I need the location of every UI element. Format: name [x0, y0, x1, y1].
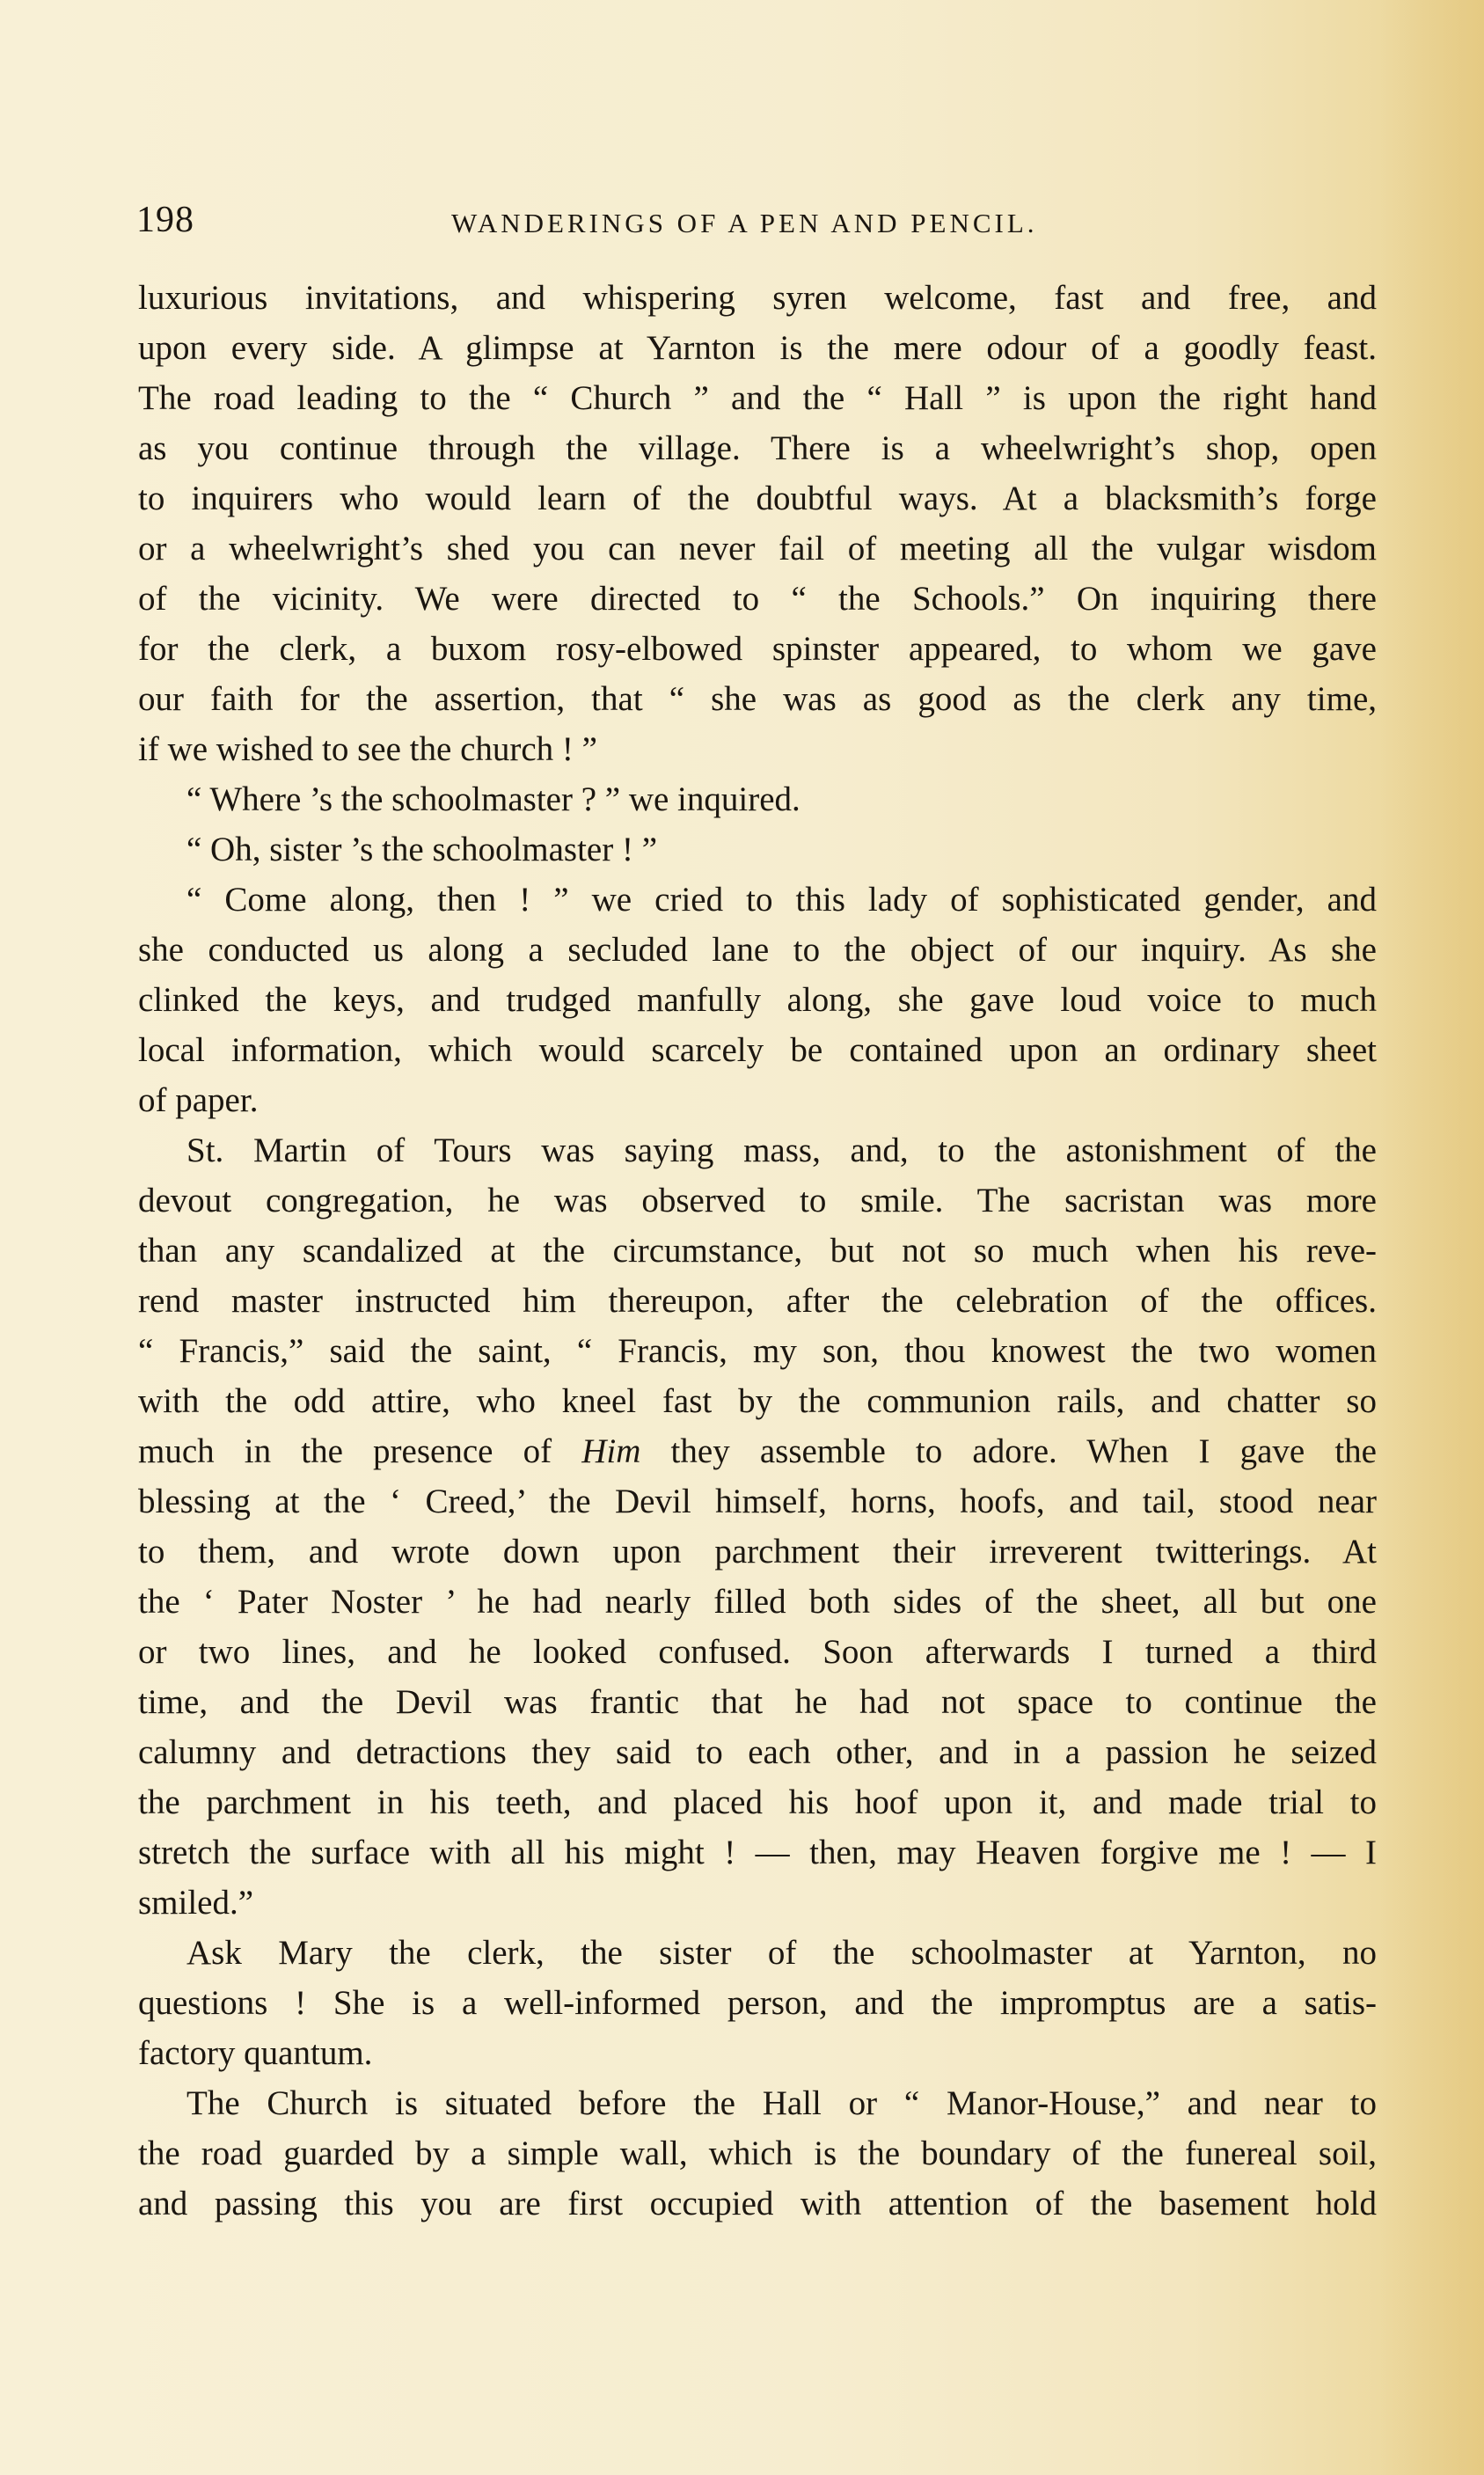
text-line-with-italic: [138, 1426, 1377, 1476]
text-line: the parchment in his teeth, and placed his hoof upon it, and made trial to: [138, 1783, 1377, 1821]
text-line: or a wheelwright’s shed you can never fail of meeting all the vulgar wisdom: [138, 530, 1377, 567]
text-line: upon every side. A glimpse at Yarnton is the mere odour of a goodly feast.: [138, 329, 1377, 367]
text-line: factory quantum.: [138, 2034, 373, 2072]
text-line: smiled.”: [138, 1884, 254, 1922]
text-segment: they assemble to adore. When I gave the: [670, 1432, 1377, 1470]
text-line: “ Come along, then ! ” we cried to this lady of sophisticated gender, and: [186, 881, 1377, 919]
body-text: [138, 273, 1377, 2229]
text-line: for the clerk, a buxom rosy-elbowed spinster appeared, to whom we gave: [138, 630, 1377, 668]
page-edge-shading: [1378, 0, 1484, 2475]
text-line: to them, and wrote down upon parchment their irreverent twitterings. At: [138, 1533, 1377, 1571]
text-line: or two lines, and he looked confused. Soon afterwards I turned a third: [138, 1633, 1377, 1671]
text-line: with the odd attire, who kneel fast by the communion rails, and chatter so: [138, 1382, 1377, 1420]
text-line: The Church is situated before the Hall or “ Manor-House,” and near to: [186, 2084, 1377, 2122]
text-line: The road leading to the “ Church ” and the “ Hall ” is upon the right hand: [138, 379, 1377, 417]
text-segment: much in the presence of: [138, 1432, 552, 1470]
text-line: luxurious invitations, and whispering syren welcome, fast and free, and: [138, 279, 1377, 317]
text-line: “ Francis,” said the saint, “ Francis, my son, thou knowest the two women: [138, 1332, 1377, 1370]
text-line: the ‘ Pater Noster ’ he had nearly filled both sides of the sheet, all but one: [138, 1583, 1377, 1621]
text-line: blessing at the ‘ Creed,’ the Devil himself, horns, hoofs, and tail, stood near: [138, 1483, 1377, 1520]
text-line: our faith for the assertion, that “ she was as good as the clerk any time,: [138, 680, 1377, 718]
text-line: as you continue through the village. There is a wheelwright’s shop, open: [138, 429, 1377, 467]
text-line: clinked the keys, and trudged manfully along, she gave loud voice to much: [138, 981, 1377, 1019]
text-line: devout congregation, he was observed to smile. The sacristan was more: [138, 1182, 1377, 1219]
text-line: Ask Mary the clerk, the sister of the schoolmaster at Yarnton, no: [186, 1934, 1377, 1972]
text-line: local information, which would scarcely be contained upon an ordinary sheet: [138, 1031, 1377, 1069]
text-line: to inquirers who would learn of the doubtful ways. At a blacksmith’s forge: [138, 480, 1377, 517]
text-line: rend master instructed him thereupon, after the celebration of the offices.: [138, 1282, 1377, 1320]
text-line: and passing this you are first occupied with attention of the basement hold: [138, 2185, 1377, 2222]
text-line: stretch the surface with all his might ! — then, may Heaven forgive me ! — I: [138, 1834, 1377, 1871]
text-line: than any scandalized at the circumstance, but not so much when his reve-: [138, 1232, 1377, 1270]
italic-word: Him: [581, 1432, 641, 1470]
text-line: of the vicinity. We were directed to “ the Schools.” On inquiring there: [138, 580, 1377, 618]
text-line: “ Where ’s the schoolmaster ? ” we inquired.: [186, 780, 800, 818]
text-line: if we wished to see the church ! ”: [138, 730, 597, 768]
text-line: calumny and detractions they said to each other, and in a passion he seized: [138, 1733, 1377, 1771]
text-line: of paper.: [138, 1081, 259, 1119]
running-head: [136, 199, 1385, 252]
text-line: “ Oh, sister ’s the schoolmaster ! ”: [186, 831, 658, 868]
text-line: the road guarded by a simple wall, which is the boundary of the funereal soil,: [138, 2135, 1377, 2172]
text-line: questions ! She is a well-informed person, and the impromptus are a satis-: [138, 1984, 1377, 2022]
page-number: 198: [136, 200, 194, 240]
text-line: St. Martin of Tours was saying mass, and, to the astonishment of the: [186, 1131, 1377, 1169]
running-title: WANDERINGS OF A PEN AND PENCIL.: [451, 208, 1038, 238]
text-line: time, and the Devil was frantic that he had not space to continue the: [138, 1683, 1377, 1721]
text-line: she conducted us along a secluded lane to the object of our inquiry. As she: [138, 931, 1377, 969]
